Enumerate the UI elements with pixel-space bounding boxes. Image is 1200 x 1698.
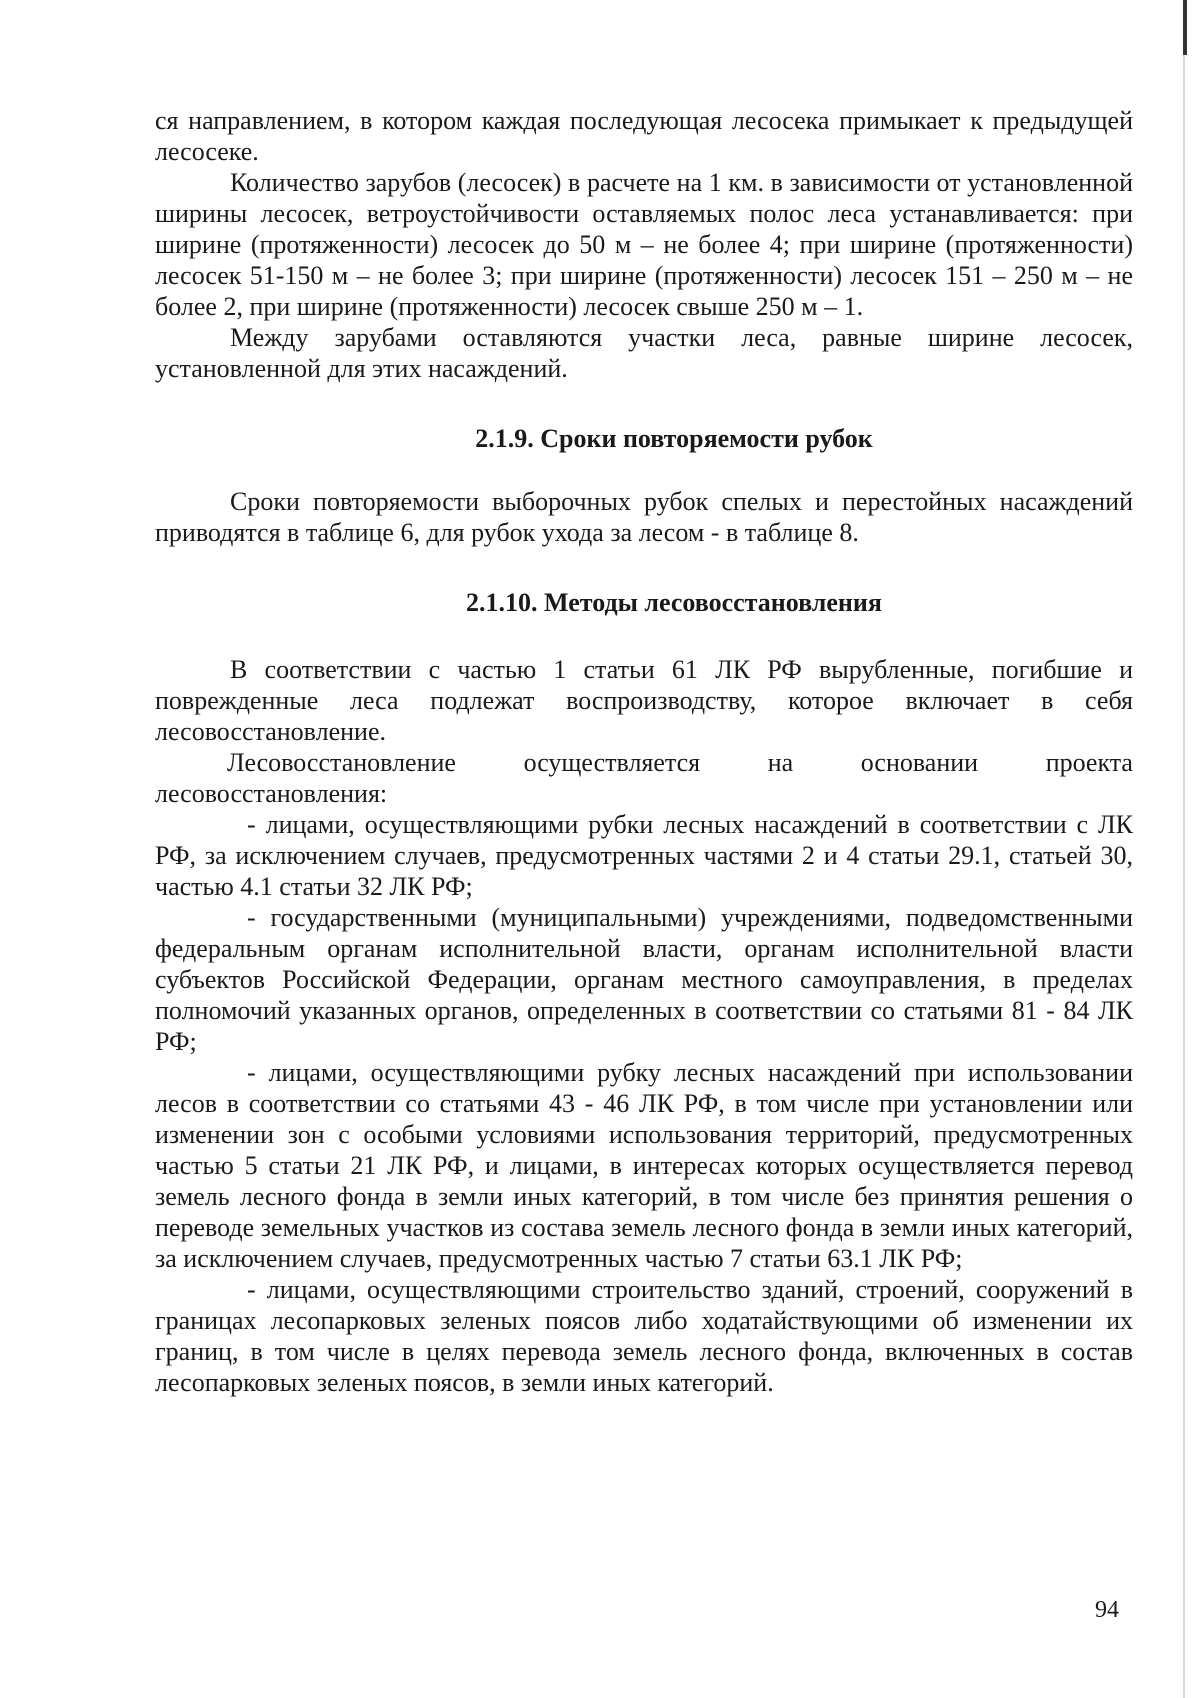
basis-word: Лесовосстановление: [227, 748, 456, 777]
page-edge-mark: [1183, 0, 1187, 55]
basis-word: проекта: [1045, 748, 1133, 777]
paragraph-reforestation-intro: В соответствии с частью 1 статьи 61 ЛК РФ вырубленные, погибшие и поврежденные леса подлежат воспроизводству, которое включает в себя лесовосстановление.: [155, 655, 1133, 746]
paragraph-cut-count: Количество зарубов (лесосек) в расчете на 1 км. в зависимости от установленной ширины лесосек, ветроустойчивости оставляемых полос леса устанавливается: при ширине (протяженности) лесосек до 50 м – не более 4; при ширине (протяженности) лесосек 51-150 м – не более 3; при ширине (протяженности) лесосек 151 – 250 м – не более 2, при ширине (протяженности) лесосек свыше 250 м – 1.: [155, 168, 1133, 321]
paragraph-reforestation-basis: [155, 747, 1133, 778]
list-item: - государственными (муниципальными) учреждениями, подведомственными федеральным органам исполнительной власти, органам исполнительной власти субъектов Российской Федерации, органам местного самоуправления, в пределах полномочий указанных органов, определенных в соответствии со статьями 81 - 84 ЛК РФ;: [155, 903, 1133, 1056]
basis-word: основании: [860, 748, 979, 777]
section-heading-2-1-10: 2.1.10. Методы лесовосстановления: [466, 588, 882, 617]
section-heading-2-1-9: 2.1.9. Сроки повторяемости рубок: [475, 424, 873, 453]
paragraph-between-cuts: Между зарубами оставляются участки леса, равные ширине лесосек, установленной для этих насаждений.: [155, 323, 1133, 383]
basis-word: на: [767, 748, 794, 777]
page-edge-line: [1183, 0, 1185, 1698]
basis-end: лесовосстановления:: [155, 779, 388, 808]
spacer: [155, 618, 1133, 654]
page-number: 94: [1095, 1597, 1119, 1623]
document-body: [155, 105, 1133, 1398]
list-item: - лицами, осуществляющими строительство зданий, строений, сооружений в границах лесопарковых зеленых поясов либо ходатайствующими об изменении их границ, в том числе в целях перевода земель лесного фонда, включенных в состав лесопарковых зеленых поясов, в земли иных категорий.: [155, 1275, 1133, 1397]
basis-word: осуществляется: [523, 748, 701, 777]
spacer: [155, 548, 1133, 587]
paragraph-repeat-terms: Сроки повторяемости выборочных рубок спелых и перестойных насаждений приводятся в таблице 6, для рубок ухода за лесом - в таблице 8.: [155, 487, 1133, 547]
spacer: [155, 454, 1133, 486]
spacer: [155, 384, 1133, 423]
paragraph-continuation: ся направлением, в котором каждая последующая лесосека примыкает к предыдущей лесосеке.: [155, 106, 1133, 166]
list-item: - лицами, осуществляющими рубки лесных насаждений в соответствии с ЛК РФ, за исключением случаев, предусмотренных частями 2 и 4 статьи 29.1, статьей 30, частью 4.1 статьи 32 ЛК РФ;: [155, 810, 1133, 901]
list-item: - лицами, осуществляющими рубку лесных насаждений при использовании лесов в соответствии со статьями 43 - 46 ЛК РФ, в том числе при установлении или изменении зон с особыми условиями использования территорий, предусмотренных частью 5 статьи 21 ЛК РФ, и лицами, в интересах которых осуществляется перевод земель лесного фонда в земли иных категорий, в том числе без принятия решения о переводе земельных участков из состава земель лесного фонда в земли иных категорий, за исключением случаев, предусмотренных частью 7 статьи 63.1 ЛК РФ;: [155, 1058, 1133, 1273]
